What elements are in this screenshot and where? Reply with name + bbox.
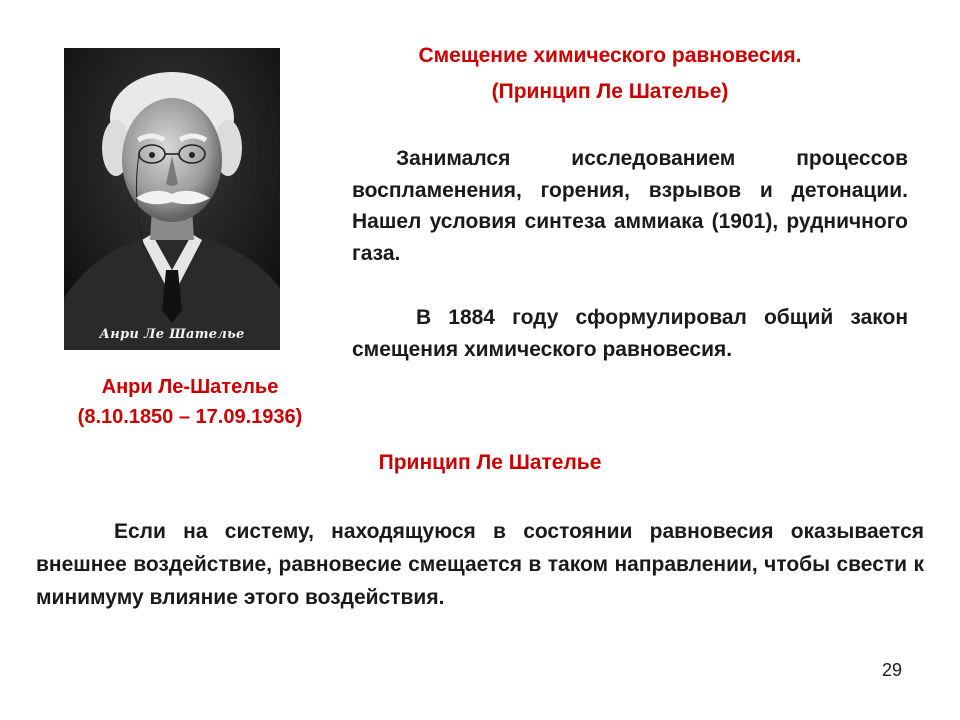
scientist-name: Анри Ле-Шателье: [101, 376, 279, 398]
bio-paragraph-law: В 1884 году сформулировал общий закон смещения химического равновесия.: [352, 306, 908, 361]
bio-paragraph-research: Занимался исследованием процессов воспламенения, горения, взрывов и детонации. Нашел условия синтеза аммиака (1901), рудничного газа.: [352, 147, 908, 265]
portrait-photo: [64, 48, 280, 350]
portrait-caption: Анри Ле Шателье: [99, 327, 245, 342]
principle-heading: Принцип Ле Шателье: [378, 451, 602, 474]
slide-subtitle: (Принцип Ле Шателье): [491, 80, 729, 103]
scientist-dates: (8.10.1850 – 17.09.1936): [77, 406, 303, 428]
portrait-illustration: [64, 48, 280, 350]
page-number: 29: [881, 660, 903, 680]
principle-text: Если на систему, находящуюся в состоянии равновесия оказывается внешнее воздействие, равновесие смещается в таком направлении, чтобы свести к минимуму влияние этого воздействия.: [36, 520, 924, 609]
slide-title: Смещение химического равновесия.: [418, 44, 802, 67]
